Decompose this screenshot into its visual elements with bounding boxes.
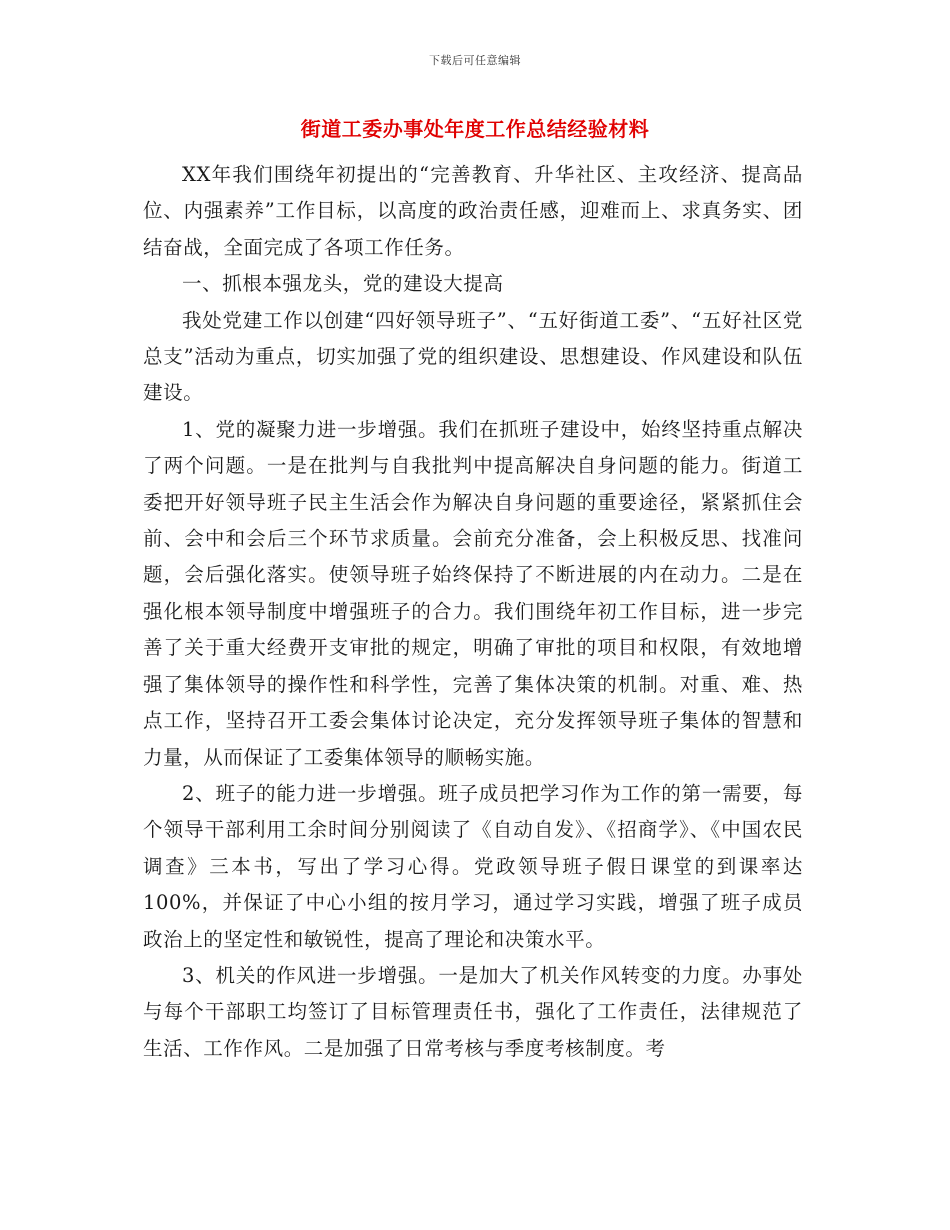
- body-paragraph: 2、班子的能力进一步增强。班子成员把学习作为工作的第一需要，每个领导干部利用工余时间分别阅读了《自动自发》、《招商学》、《中国农民调查》三本书，写出了学习心得。党政领导班子假日课堂的到课率达100%，并保证了中心小组的按月学习，通过学习实践，增强了班子成员政治上的坚定性和敏锐性，提高了理论和决策水平。: [143, 781, 803, 951]
- body-paragraph: 1、党的凝聚力进一步增强。我们在抓班子建设中，始终坚持重点解决了两个问题。一是在批判与自我批判中提高解决自身问题的能力。街道工委把开好领导班子民主生活会作为解决自身问题的重要途径，紧紧抓住会前、会中和会后三个环节求质量。会前充分准备，会上积极反思、找准问题，会后强化落实。使领导班子始终保持了不断进展的内在动力。二是在强化根本领导制度中增强班子的合力。我们围绕年初工作目标，进一步完善了关于重大经费开支审批的规定，明确了审批的项目和权限，有效地增强了集体领导的操作性和科学性，完善了集体决策的机制。对重、难、热点工作，坚持召开工委会集体讨论决定，充分发挥领导班子集体的智慧和力量，从而保证了工委集体领导的顺畅实施。: [143, 417, 803, 769]
- intro-paragraph: XX年我们围绕年初提出的“完善教育、升华社区、主攻经济、提高品位、内强素养”工作目标，以高度的政治责任感，迎难而上、求真务实、团结奋战，全面完成了各项工作任务。: [143, 163, 803, 259]
- body-paragraph: 3、机关的作风进一步增强。一是加大了机关作风转变的力度。办事处与每个干部职工均签订了目标管理责任书，强化了工作责任，法律规范了生活、工作作风。二是加强了日常考核与季度考核制度。考: [143, 963, 803, 1060]
- body-paragraph: 我处党建工作以创建“四好领导班子”、“五好街道工委”、“五好社区党总支”活动为重点，切实加强了党的组织建设、思想建设、作风建设和队伍建设。: [143, 308, 803, 405]
- document-body: [143, 157, 803, 1067]
- document-title: 街道工委办事处年度工作总结经验材料: [300, 117, 650, 141]
- section-heading: 一、抓根本强龙头，党的建设大提高: [182, 272, 504, 296]
- page-header-note: 下载后可任意编辑: [429, 54, 521, 67]
